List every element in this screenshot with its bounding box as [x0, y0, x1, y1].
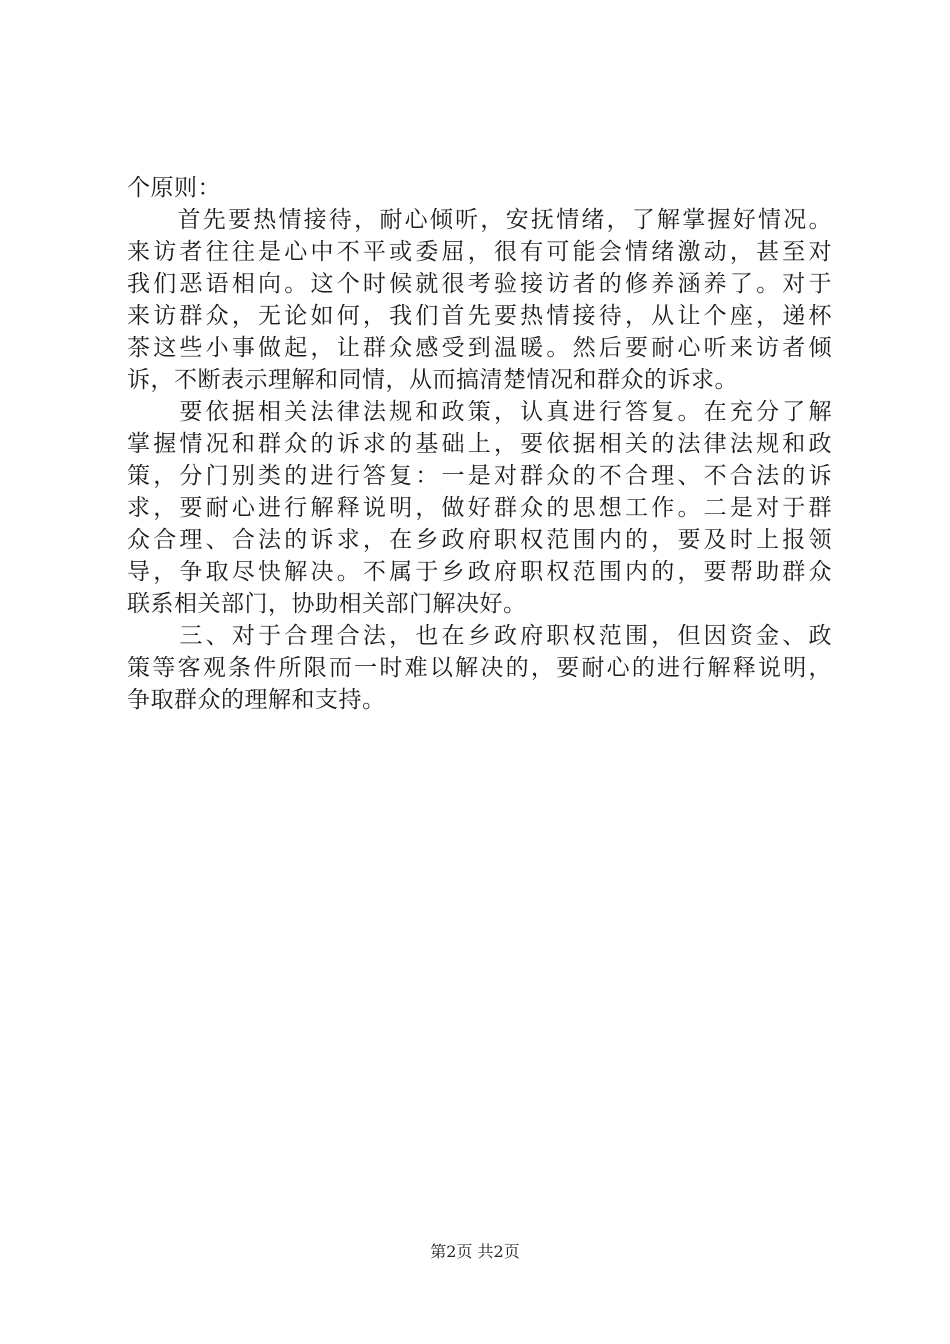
text-line: 首先要热情接待，耐心倾听，安抚情绪，了解掌握好情况。 [127, 207, 832, 233]
text-line: 来访群众，无论如何，我们首先要热情接待，从让个座，递杯 [127, 303, 832, 329]
text-line: 求，要耐心进行解释说明，做好群众的思想工作。二是对于群 [127, 495, 832, 521]
text-line: 我们恶语相向。这个时候就很考验接访者的修养涵养了。对于 [127, 271, 832, 297]
text-line: 三、对于合理合法，也在乡政府职权范围，但因资金、政 [127, 623, 832, 649]
text-line: 策，分门别类的进行答复：一是对群众的不合理、不合法的诉 [127, 463, 832, 489]
text-line: 来访者往往是心中不平或委屈，很有可能会情绪激动，甚至对 [127, 239, 832, 265]
text-line: 掌握情况和群众的诉求的基础上，要依据相关的法律法规和政 [127, 431, 832, 457]
text-line: 争取群众的理解和支持。 [127, 687, 386, 713]
text-line: 要依据相关法律法规和政策，认真进行答复。在充分了解 [127, 399, 832, 425]
text-line: 茶这些小事做起，让群众感受到温暖。然后要耐心听来访者倾 [127, 335, 832, 361]
text-line: 导，争取尽快解决。不属于乡政府职权范围内的，要帮助群众 [127, 559, 832, 585]
text-line: 联系相关部门，协助相关部门解决好。 [127, 591, 527, 617]
document-body [127, 172, 832, 716]
page-number: 第2页 共2页 [430, 1242, 520, 1261]
text-line: 策等客观条件所限而一时难以解决的，要耐心的进行解释说明， [127, 655, 832, 681]
text-line: 个原则： [127, 175, 221, 201]
text-line: 诉，不断表示理解和同情，从而搞清楚情况和群众的诉求。 [127, 367, 738, 393]
text-line: 众合理、合法的诉求，在乡政府职权范围内的，要及时上报领 [127, 527, 832, 553]
